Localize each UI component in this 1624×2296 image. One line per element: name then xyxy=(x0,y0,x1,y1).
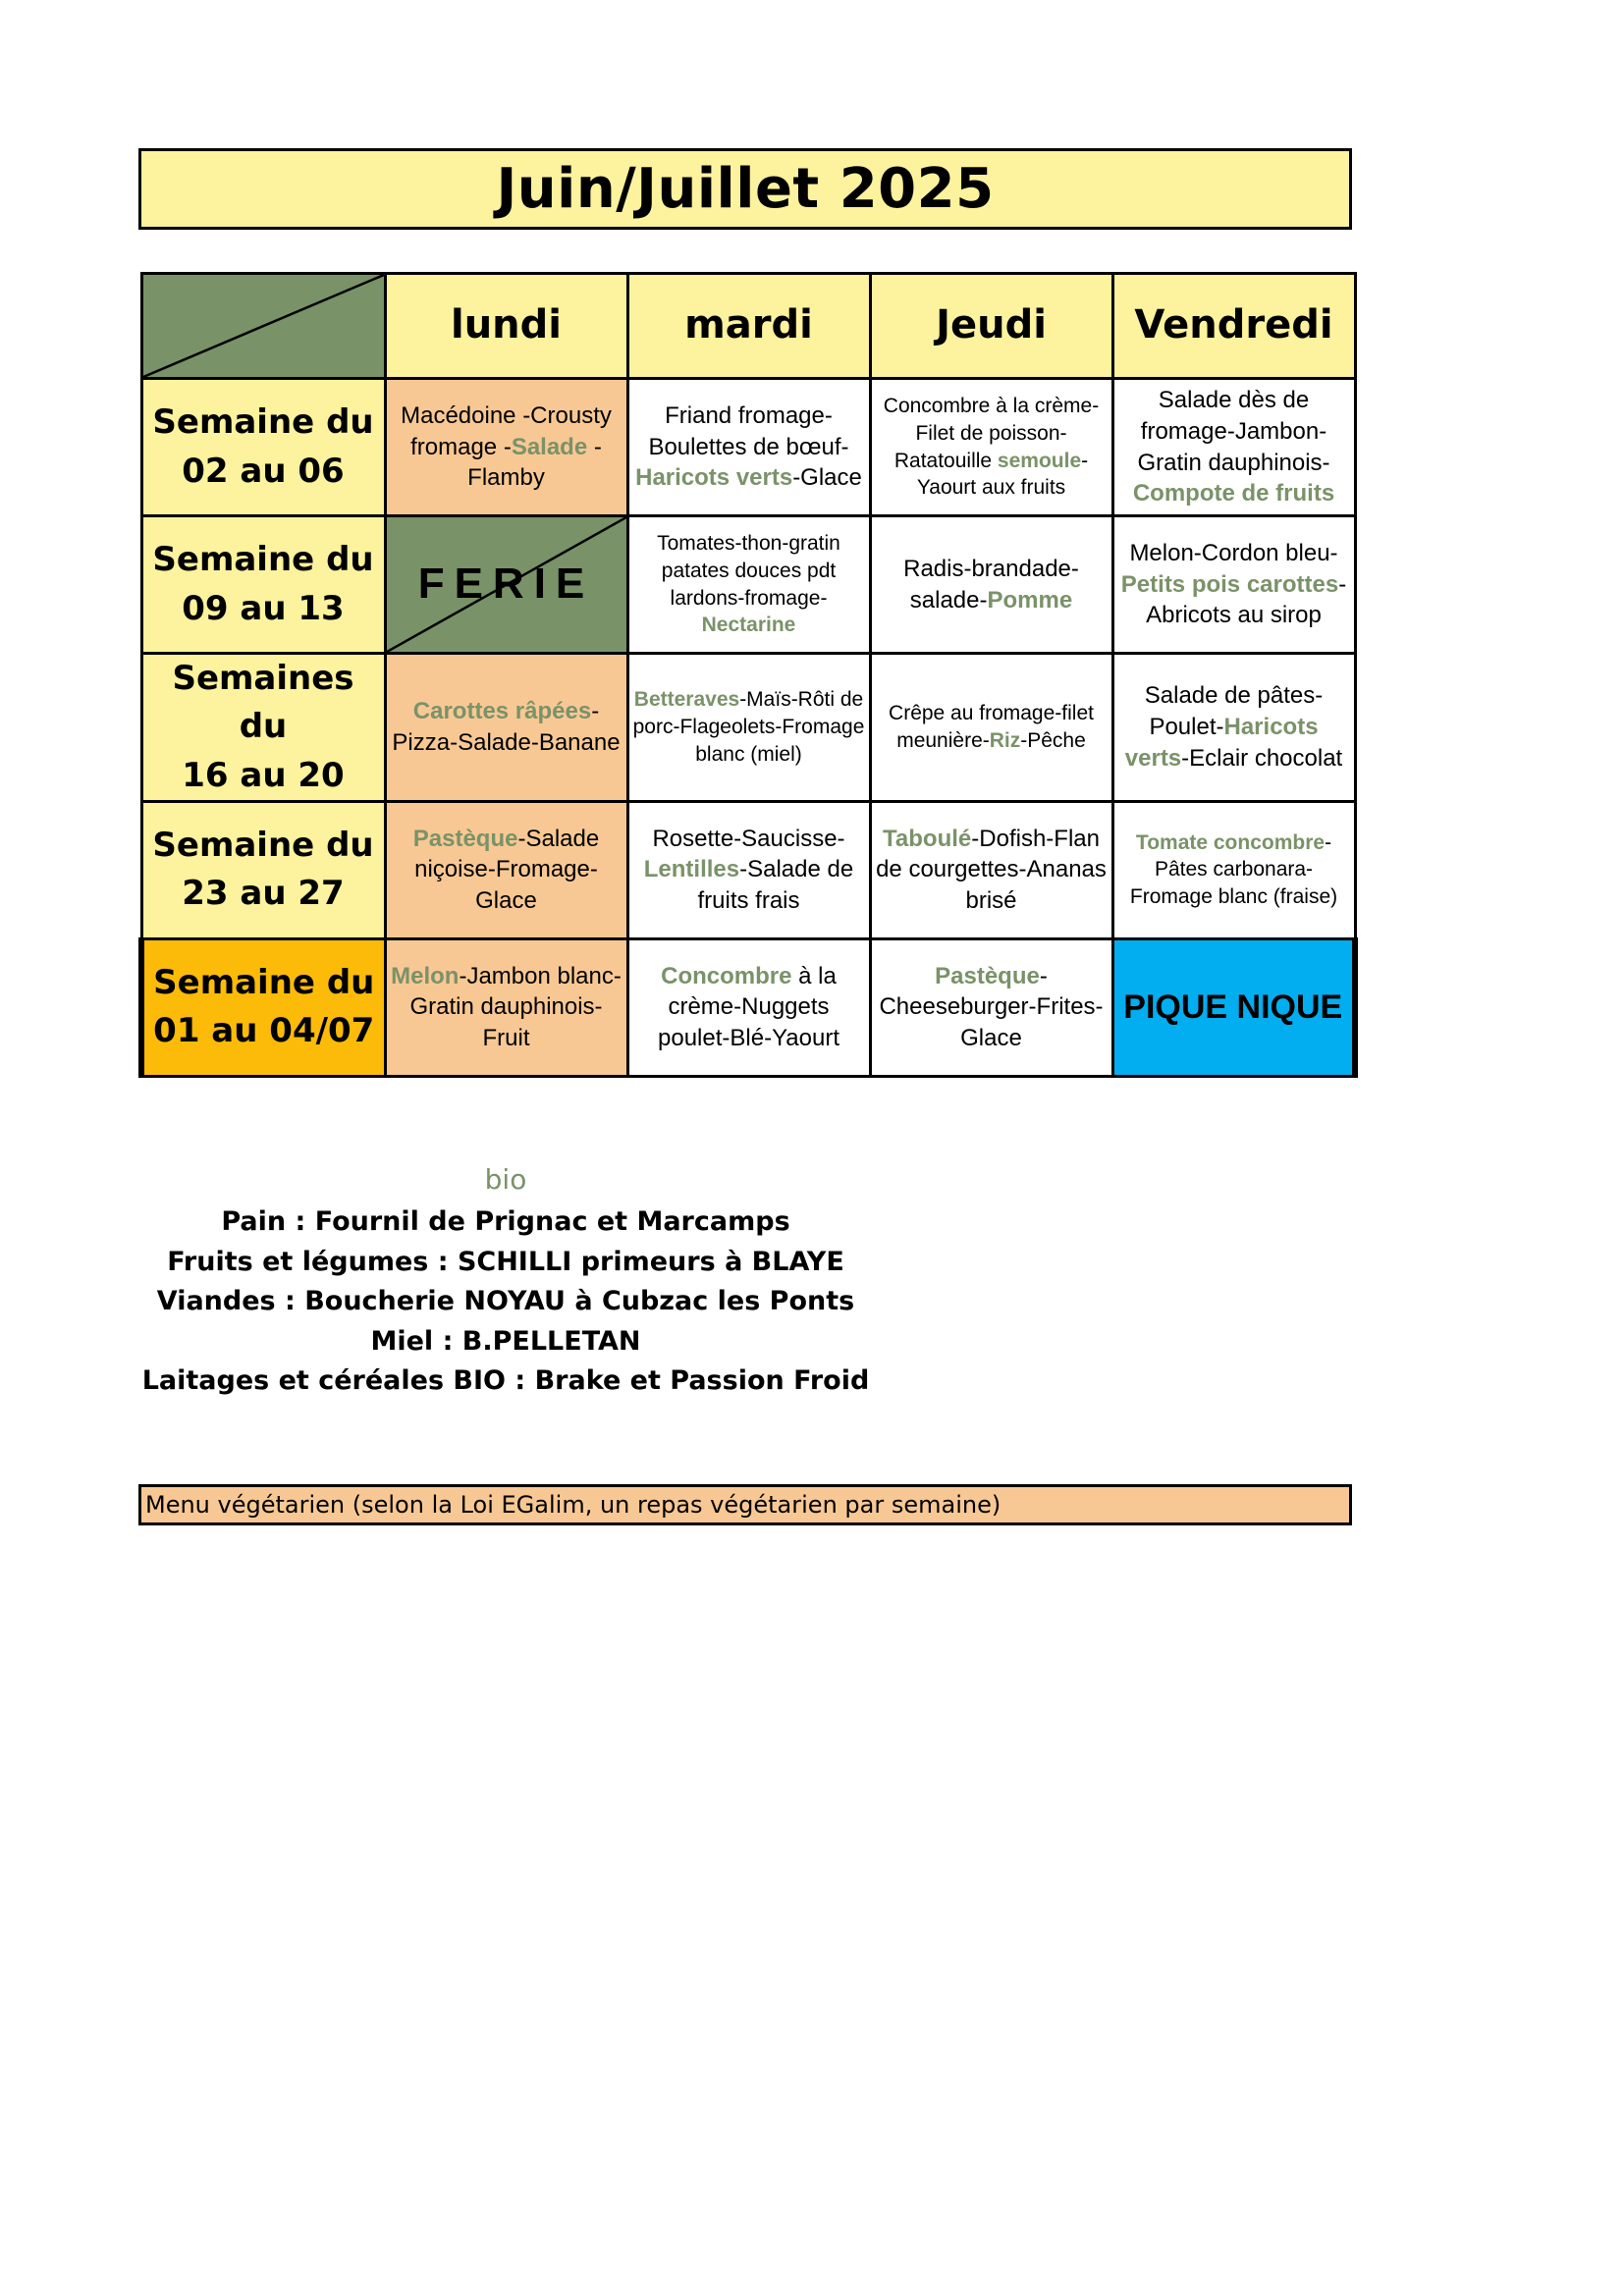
supplier-line: Viandes : Boucherie NOYAU à Cubzac les Ponts xyxy=(156,1286,855,1316)
supplier-line: Fruits et légumes : SCHILLI primeurs à BLAYE xyxy=(167,1246,844,1277)
corner-cell xyxy=(141,274,385,379)
menu-cell-lundi: Melon-Jambon blanc-Gratin dauphinois-Fruit xyxy=(385,938,627,1076)
menu-cell-lundi: Carottes râpées-Pizza-Salade-Banane xyxy=(385,654,627,802)
day-header-jeudi: Jeudi xyxy=(870,274,1112,379)
menu-cell-jeudi: Crêpe au fromage-filet meunière-Riz-Pêche xyxy=(870,654,1112,802)
menu-cell-vendredi: Salade dès de fromage-Jambon-Gratin dauphinois-Compote de fruits xyxy=(1112,379,1355,516)
menu-cell-vendredi: Salade de pâtes-Poulet-Haricots verts-Eclair chocolat xyxy=(1112,654,1355,802)
menu-cell-jeudi: Taboulé-Dofish-Flan de courgettes-Ananas brisé xyxy=(870,801,1112,938)
bio-item: Haricots verts xyxy=(635,464,793,492)
menu-cell-mardi: Rosette-Saucisse-Lentilles-Salade de fruits frais xyxy=(627,801,870,938)
supplier-line: Pain : Fournil de Prignac et Marcamps xyxy=(221,1206,790,1237)
bio-item: Concombre xyxy=(661,962,792,989)
bio-item: Salade xyxy=(511,433,588,460)
bio-item: Compote de fruits xyxy=(1132,480,1335,507)
week-row xyxy=(141,516,1355,654)
week-label: Semaine du 01 au 04/07 xyxy=(141,938,385,1076)
menu-cell-vendredi: Melon-Cordon bleu-Petits pois carottes-Abricots au sirop xyxy=(1112,516,1355,654)
header-row xyxy=(141,274,1355,379)
menu-table xyxy=(138,272,1358,1078)
holiday-cell xyxy=(385,516,627,654)
menu-cell-mardi: Tomates-thon-gratin patates douces pdt lardons-fromage-Nectarine xyxy=(627,516,870,654)
bio-item: Lentilles xyxy=(643,856,740,883)
event-cell-vendredi: PIQUE NIQUE xyxy=(1112,938,1355,1076)
week-label: Semaines du 16 au 20 xyxy=(141,654,385,802)
menu-cell-lundi: Pastèque-Salade niçoise-Fromage-Glace xyxy=(385,801,627,938)
bio-item: Tomate concombre xyxy=(1135,830,1326,854)
menu-cell-lundi: Macédoine -Crousty fromage -Salade -Flamby xyxy=(385,379,627,516)
week-label: Semaine du 02 au 06 xyxy=(141,379,385,516)
bio-item: semoule xyxy=(997,449,1082,472)
bio-item: Betteraves xyxy=(633,688,740,712)
menu-cell-jeudi: Radis-brandade-salade-Pomme xyxy=(870,516,1112,654)
bio-item: Carottes râpées xyxy=(412,698,592,725)
week-row xyxy=(141,801,1355,938)
week-row xyxy=(141,938,1355,1076)
bio-item: Petits pois carottes xyxy=(1120,570,1339,598)
week-label: Semaine du 09 au 13 xyxy=(141,516,385,654)
bio-item: Riz xyxy=(989,728,1021,752)
vegetarian-legend: Menu végétarien (selon la Loi EGalim, un repas végétarien par semaine) xyxy=(138,1484,1352,1525)
supplier-line: Laitages et céréales BIO : Brake et Passion Froid xyxy=(141,1365,870,1396)
bio-item: Pastèque xyxy=(412,825,518,852)
day-header-lundi: lundi xyxy=(385,274,627,379)
supplier-line: Miel : B.PELLETAN xyxy=(370,1325,641,1357)
day-header-vendredi: Vendredi xyxy=(1112,274,1355,379)
menu-cell-jeudi: Pastèque-Cheeseburger-Frites-Glace xyxy=(870,938,1112,1076)
bio-item: Taboulé xyxy=(883,825,972,852)
page-title: Juin/Juillet 2025 xyxy=(138,148,1352,230)
menu-cell-mardi: Concombre à la crème-Nuggets poulet-Blé-Yaourt xyxy=(627,938,870,1076)
menu-cell-jeudi: Concombre à la crème-Filet de poisson-Ratatouille semoule-Yaourt aux fruits xyxy=(870,379,1112,516)
bio-item: Nectarine xyxy=(701,614,796,637)
menu-cell-mardi: Betteraves-Maïs-Rôti de porc-Flageolets-Fromage blanc (miel) xyxy=(627,654,870,802)
bio-item: Pomme xyxy=(987,586,1073,614)
bio-legend-label: bio xyxy=(484,1163,527,1196)
week-row xyxy=(141,654,1355,802)
bio-item: Haricots verts xyxy=(1124,713,1319,772)
menu-cell-mardi: Friand fromage-Boulettes de bœuf-Haricots verts-Glace xyxy=(627,379,870,516)
day-header-mardi: mardi xyxy=(627,274,870,379)
suppliers-list xyxy=(0,1202,1011,1402)
week-label: Semaine du 23 au 27 xyxy=(141,801,385,938)
week-row xyxy=(141,379,1355,516)
bio-item: Pastèque xyxy=(935,962,1040,989)
diagonal-line xyxy=(143,275,384,377)
holiday-label: FERIE xyxy=(417,560,595,609)
menu-cell-vendredi: Tomate concombre-Pâtes carbonara-Fromage blanc (fraise) xyxy=(1112,801,1355,938)
bio-item: Melon xyxy=(391,962,460,989)
